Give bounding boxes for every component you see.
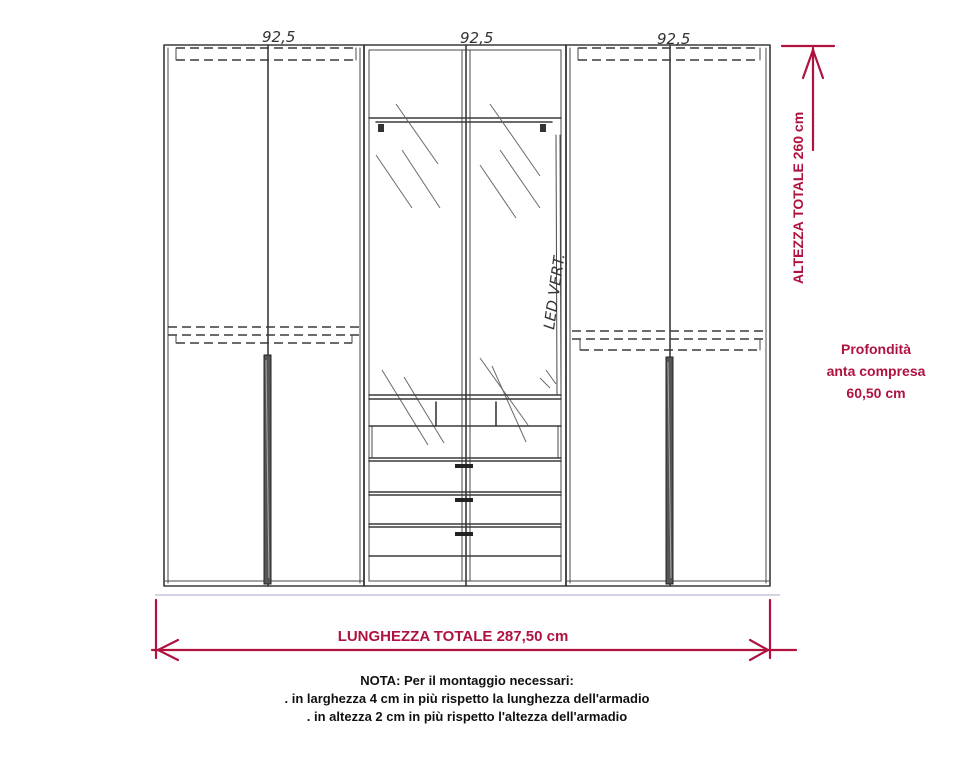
assembly-note [285, 673, 650, 724]
drawer-handle [455, 464, 473, 468]
length-label: LUNGHEZZA TOTALE 287,50 cm [337, 628, 569, 645]
note-line-width: . in larghezza 4 cm in più rispetto la lunghezza dell'armadio [284, 691, 650, 706]
depth-label-line2: anta compresa [826, 363, 926, 379]
drawer-handle [455, 532, 473, 536]
module-left-width-label: 92,5 [262, 28, 296, 46]
height-dimension [782, 46, 834, 284]
note-title: NOTA: Per il montaggio necessari: [360, 673, 574, 688]
wardrobe-module-right [566, 45, 770, 586]
drawer-handle [455, 498, 473, 502]
center-module-frame [364, 45, 569, 586]
drawer-unit [369, 395, 561, 556]
depth-label [827, 341, 926, 401]
wardrobe-module-left [164, 45, 364, 586]
wardrobe-module-center [364, 45, 569, 586]
depth-label-line1: Profondità [841, 341, 911, 357]
length-dimension [152, 600, 796, 660]
note-line-height: . in altezza 2 cm in più rispetto l'altezza dell'armadio [306, 709, 628, 724]
module-center-width-label: 92,5 [460, 29, 494, 47]
depth-label-line3: 60,50 cm [846, 385, 906, 401]
height-label: ALTEZZA TOTALE 260 cm [790, 111, 806, 284]
led-label: LED VERT. [540, 252, 569, 331]
module-right-width-label: 92,5 [657, 30, 691, 48]
